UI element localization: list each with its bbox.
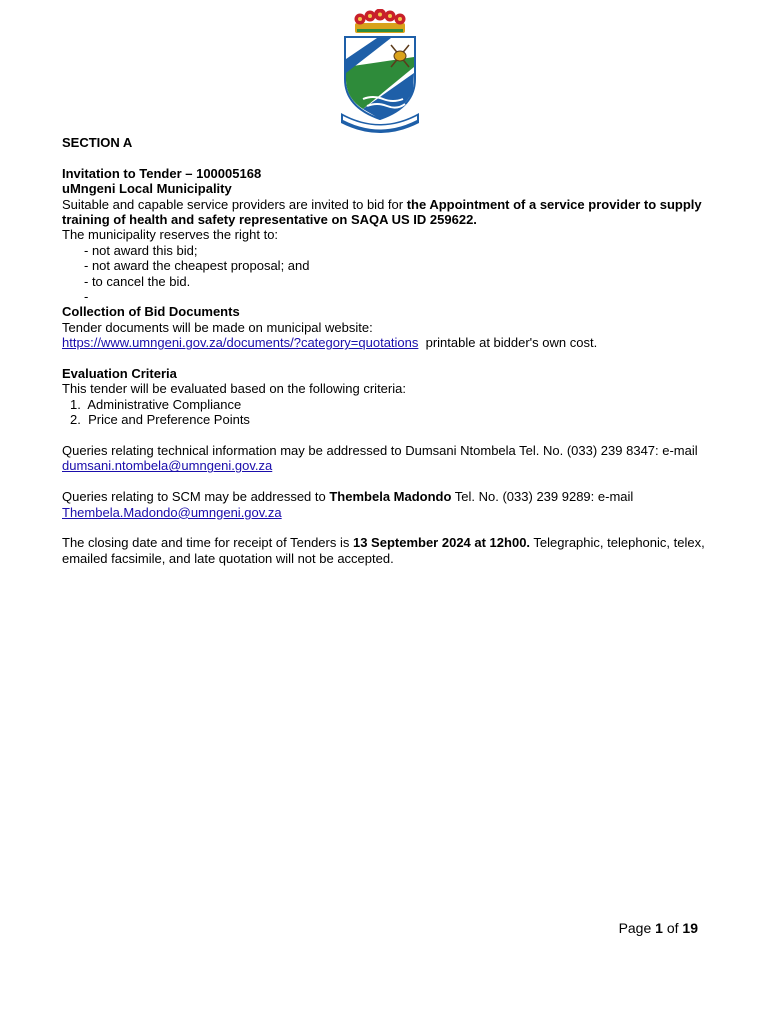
municipal-crest-logo — [333, 9, 427, 135]
queries-technical — [62, 443, 712, 474]
document-body — [62, 135, 712, 566]
evaluation-criteria-list — [62, 397, 712, 428]
closing-text-after: Telegraphic, telephonic, telex, emailed facsimile, and late quotation will not be accepted. — [62, 535, 705, 566]
collection-heading: Collection of Bid Documents — [62, 304, 240, 320]
reserve-item: - to cancel the bid. — [84, 273, 191, 289]
page-number: 1 — [655, 920, 663, 936]
reserve-item: - not award this bid; — [84, 242, 198, 258]
page-total: 19 — [682, 920, 698, 936]
queries-scm — [62, 489, 712, 520]
evaluation-text: This tender will be evaluated based on the following criteria: — [62, 381, 406, 397]
crest-shield — [345, 37, 415, 119]
municipality-name: uMngeni Local Municipality — [62, 181, 232, 197]
scm-email-link[interactable]: Thembela.Madondo@umngeni.gov.za — [62, 504, 282, 520]
reserve-item: - not award the cheapest proposal; and — [84, 258, 310, 274]
of-word: of — [662, 920, 683, 936]
reserve-item: - — [84, 289, 89, 305]
collection-link-line — [62, 335, 712, 350]
evaluation-heading: Evaluation Criteria — [62, 366, 177, 382]
collection-text: Tender documents will be made on municipal website: — [62, 319, 373, 335]
documents-link[interactable]: https://www.umngeni.gov.za/documents/?category=quotations — [62, 335, 419, 351]
closing-date: 13 September 2024 at 12h00. — [352, 535, 531, 551]
collection-after-link: printable at bidder's own cost. — [418, 335, 598, 351]
criteria-item: 2. Price and Preference Points — [70, 412, 250, 428]
closing-text-before: The closing date and time for receipt of Tenders is — [62, 535, 353, 551]
queries-scm-text-before: Queries relating to SCM may be addressed to — [62, 489, 330, 505]
intro-bold-text: the Appointment of a service provider to supply training of health and safety representative on SAQA US ID 259622. — [62, 196, 702, 228]
closing-statement — [62, 535, 712, 566]
invitation-intro — [62, 197, 712, 228]
crest-crown — [355, 9, 406, 33]
page-word: Page — [618, 920, 656, 936]
reserves-text: The municipality reserves the right to: — [62, 227, 279, 243]
criteria-item: 1. Administrative Compliance — [70, 396, 242, 412]
queries-technical-text: Queries relating technical information may be addressed to Dumsani Ntombela Tel. No. (033) 239 8347: e-mail — [62, 443, 698, 459]
section-title: SECTION A — [62, 135, 133, 150]
invitation-title: Invitation to Tender – 100005168 — [62, 165, 262, 181]
page-footer — [619, 921, 698, 936]
technical-email-link[interactable]: dumsani.ntombela@umngeni.gov.za — [62, 458, 273, 474]
scm-contact-name: Thembela Madondo — [329, 489, 452, 505]
intro-text: Suitable and capable service providers are invited to bid for — [62, 196, 407, 212]
queries-scm-text-after: Tel. No. (033) 239 9289: e-mail — [451, 489, 634, 505]
